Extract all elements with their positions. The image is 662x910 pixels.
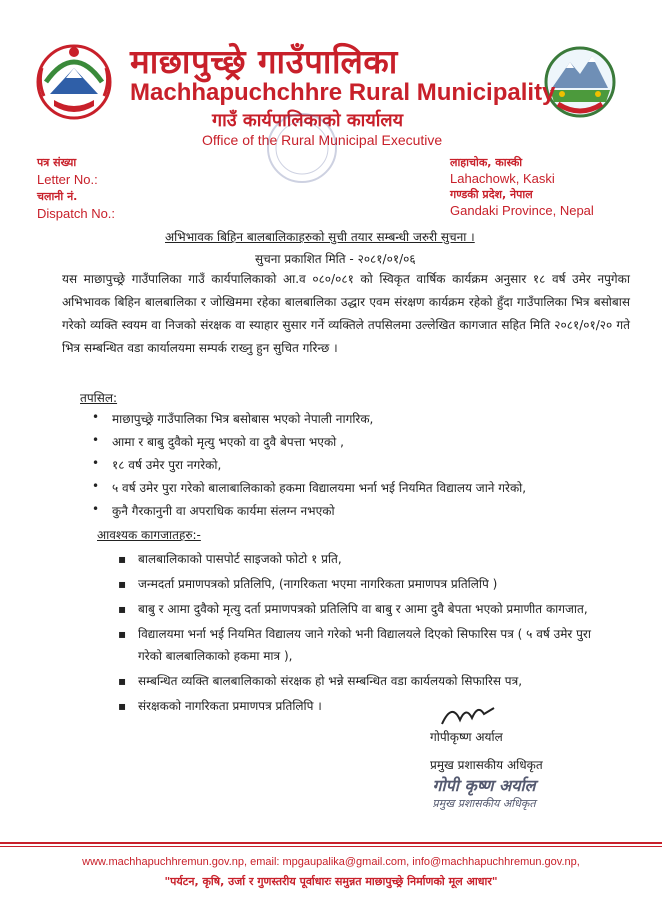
footer-divider-thin <box>0 846 662 847</box>
address-np: लाहाचोक, कास्की <box>450 156 523 169</box>
bullet-icon: • <box>92 502 100 516</box>
list-item: • ५ वर्ष उमेर पुरा गरेको बालाबालिकाको हकमा विद्यालयमा भर्ना भई नियमित विद्यालय जाने गरेको, <box>92 479 527 495</box>
bullet-icon: • <box>92 456 100 470</box>
list-item: ▪ बालबालिकाको पासपोर्ट साइजको फोटो १ प्रति, <box>118 548 618 570</box>
list-item: ▪ जन्मदर्ता प्रमाणपत्रको प्रतिलिपि, (नागरिकता भएमा नागरिकता प्रमाणपत्र प्रतिलिपि ) <box>118 573 618 595</box>
footer-divider <box>0 842 662 844</box>
list-item: • माछापुच्छ्रे गाउँपालिका भित्र बसोबास भएको नेपाली नागरिक, <box>92 410 374 426</box>
bullet-icon: • <box>92 479 100 493</box>
list-item: • कुनै गैरकानुनी वा अपराधिक कार्यमा संलग्न नभएको <box>92 502 335 518</box>
list-item: • १८ वर्ष उमेर पुरा नगरेको, <box>92 456 222 472</box>
list-item: ▪ संरक्षकको नागरिकता प्रमाणपत्र प्रतिलिपि । <box>118 695 618 717</box>
letter-number-label-en: Letter No.: <box>37 172 98 187</box>
bullet-icon: ▪ <box>118 699 127 713</box>
signatory-stamp <box>414 774 554 818</box>
signature-image <box>438 700 498 730</box>
footer-contact: www.machhapuchhremun.gov.np, email: mpgaupalika@gmail.com, info@machhapuchhremun.gov.np, <box>82 856 580 868</box>
signatory-name: गोपीकृष्ण अर्याल <box>430 730 503 744</box>
bullet-icon: • <box>92 433 100 447</box>
notice-subject: अभिभावक बिहिन बालबालिकाहरुको सुची तयार सम्बन्धी जरुरी सुचना । <box>165 230 475 244</box>
dispatch-number-label-np: चलानी नं. <box>37 190 78 203</box>
list-item: ▪ सम्बन्धित व्यक्ति बालबालिकाको संरक्षक हो भन्ने सम्बन्धित वडा कार्यलयको सिफारिस पत्र, <box>118 670 618 692</box>
bullet-icon: ▪ <box>118 674 127 688</box>
bullet-icon: • <box>92 410 100 424</box>
province-en: Gandaki Province, Nepal <box>450 203 594 218</box>
municipality-title-en: Machhapuchchhre Rural Municipality <box>130 79 556 106</box>
published-date: सुचना प्रकाशित मिति - २०८१/०१/०६ <box>255 252 416 266</box>
dispatch-number-label-en: Dispatch No.: <box>37 206 116 221</box>
list-item: ▪ विद्यालयमा भर्ना भई नियमित विद्यालय जाने गरेको भनी विद्यालयले दिएको सिफारिस पत्र ( ५ वर्ष उमेर पुरा गरेको बालबालिकाको हकमा मात्र ), <box>118 623 618 667</box>
list-item: • आमा र बाबु दुवैको मृत्यु भएको वा दुवै बेपत्ता भएको , <box>92 433 344 449</box>
stamp-title: प्रमुख प्रशासकीय अधिकृत <box>432 797 536 810</box>
footer-motto: "पर्यटन, कृषि, उर्जा र गुणस्तरीय पूर्वाधारः समुन्नत माछापुच्छ्रे निर्माणको मूल आधार" <box>164 875 498 888</box>
office-seal <box>262 108 342 188</box>
bullet-icon: ▪ <box>118 577 127 591</box>
stamp-name: गोपी कृष्ण अर्याल <box>432 776 536 795</box>
details-heading: तपसिल: <box>80 391 118 405</box>
province-np: गण्डकी प्रदेश, नेपाल <box>450 188 533 201</box>
documents-list <box>118 548 618 717</box>
bullet-icon: ▪ <box>118 552 127 566</box>
documents-heading: आवश्यक कागजातहरु:- <box>97 528 201 542</box>
nepal-emblem-icon <box>32 38 116 126</box>
letter-number-label-np: पत्र संख्या <box>37 156 77 169</box>
details-list <box>92 410 632 525</box>
municipality-title-np: माछापुच्छ्रे गाउँपालिका <box>130 42 398 81</box>
bullet-icon: ▪ <box>118 602 127 616</box>
list-item: ▪ बाबु र आमा दुवैको मृत्यु दर्ता प्रमाणपत्रको प्रतिलिपि वा बाबु र आमा दुवै बेपता भएको प्रमाणीत कागजात, <box>118 598 618 620</box>
office-title-en: Office of the Rural Municipal Executive <box>202 132 443 148</box>
bullet-icon: ▪ <box>118 627 127 641</box>
notice-paragraph: यस माछापुच्छ्रे गाउँपालिका गाउँ कार्यपालिकाको आ.व ०८०/०८१ को स्विकृत वार्षिक कार्यक्रम अनुसार १८ वर्ष उमेर नपुगेका अभिभावक बिहिन बालबालिका र जोखिममा रहेका बालबालिका उद्धार एवम संरक्षण कार्यक्रम रहेको हुँदा गाउँपालिका भित्र बसोबास गरेको व्यक्ति स्वयम वा निजको संरक्षक वा स्याहार सुसार गर्ने व्यक्तिले तपसिलमा उल्लेखित कागजात सहित मिति २०८१/०१/२० गते भित्र सम्बन्धित वडा कार्यालयमा सम्पर्क राख्नु हुन सुचित गरिन्छ । <box>62 272 630 355</box>
office-title-np: गाउँ कार्यपालिकाको कार्यालय <box>212 110 404 131</box>
address-en: Lahachowk, Kaski <box>450 171 555 186</box>
signatory-title: प्रमुख प्रशासकीय अधिकृत <box>430 758 543 772</box>
